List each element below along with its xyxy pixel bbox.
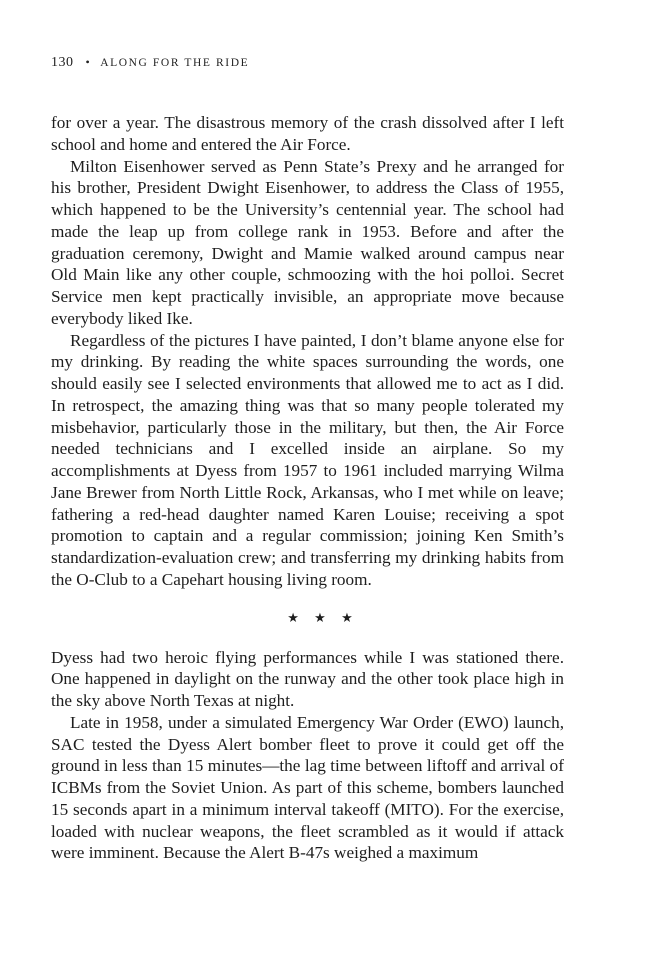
paragraph: Late in 1958, under a simulated Emergency War Order (EWO) launch, SAC tested the Dyess Alert bomber fleet to prove it could get off the ground in less than 15 minutes—the lag time between liftoff and arrival of ICBMs from the Soviet Union. As part of this scheme, bombers launched 15 seconds apart in a minimum interval takeoff (MITO). For the exercise, loaded with nuclear weapons, the fleet scrambled as it would if attack were imminent. Because the Alert B-47s weighed a maximum: [51, 712, 564, 863]
paragraph: Milton Eisenhower served as Penn State’s Prexy and he arranged for his brother, President Dwight Eisenhower, to address the Class of 1955, which happened to be the University’s centennial year. The school had made the leap up from college rank in 1953. Before and after the graduation ceremony, Dwight and Mamie walked around campus near Old Main like any other couple, schmoozing with the hoi polloi. Secret Service men kept practically invisible, an appropriate move because everybody liked Ike.: [51, 156, 564, 328]
running-head: [51, 55, 249, 71]
page-number: 130: [51, 55, 74, 70]
paragraph: for over a year. The disastrous memory of the crash dissolved after I left school and home and entered the Air Force.: [51, 113, 564, 154]
paragraph: Dyess had two heroic flying performances while I was stationed there. One happened in daylight on the runway and the other took place high in the sky above North Texas at night.: [51, 647, 564, 710]
separator-bullet: •: [85, 55, 91, 69]
running-head-title: ALONG FOR THE RIDE: [100, 57, 250, 69]
paragraph: Regardless of the pictures I have painted, I don’t blame anyone else for my drinking. By reading the white spaces surrounding the words, one should easily see I selected environments that allowed me to act as I did. In retrospect, the amazing thing was that so many people tolerated my misbehavior, particularly those in the military, but then, the Air Force needed technicians and I excelled inside an airplane. So my accomplishments at Dyess from 1957 to 1961 included marrying Wilma Jane Brewer from North Little Rock, Arkansas, who I met while on leave; fathering a red-head daughter named Karen Louise; receiving a spot promotion to captain and a regular commission; joining Ken Smith’s standardization-evaluation crew; and transferring my drinking habits from the O-Club to a Capehart housing living room.: [51, 330, 564, 589]
section-break-stars: ★ ★ ★: [287, 609, 359, 625]
body-text: [51, 112, 564, 864]
